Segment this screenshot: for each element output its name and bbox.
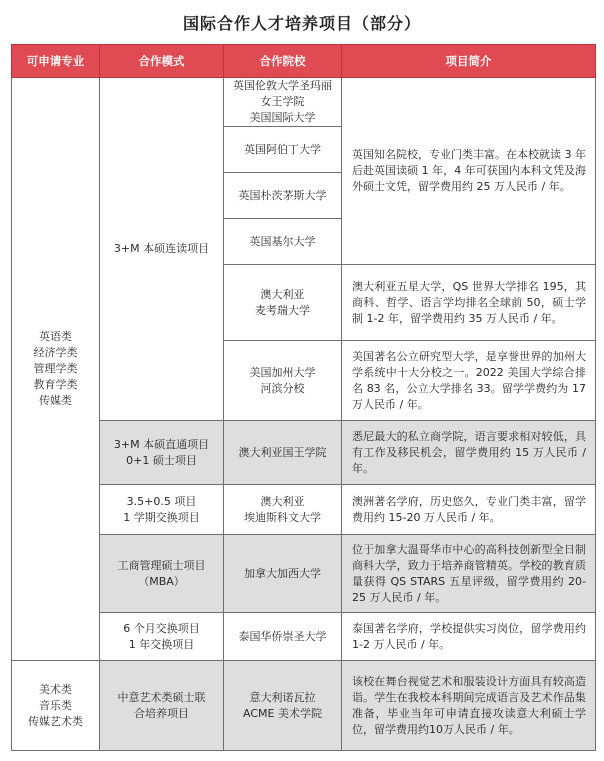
major-group-1: 英语类 经济学类 管理学类 教育学类 传媒类 — [12, 78, 100, 661]
school-cell: 澳大利亚国王学院 — [224, 421, 342, 485]
mode-cell: 工商管理硕士项目 （MBA） — [100, 535, 224, 613]
header-mode: 合作模式 — [100, 45, 224, 78]
table-row — [12, 661, 596, 751]
school-cell: 英国基尔大学 — [224, 219, 342, 265]
mode-cell: 3+M 本硕连读项目 — [100, 78, 224, 421]
table-row — [12, 485, 596, 535]
school-cell: 澳大利亚 麦考瑞大学 — [224, 265, 342, 341]
school-cell: 美国加州大学 河滨分校 — [224, 341, 342, 421]
desc-cell: 该校在舞台视觉艺术和服装设计方面具有较高造诣。学生在我校本科期间完成语言及艺术作品集准备，毕业当年可申请直接攻读意大利硕士学位，留学费用约10万人民币 / 年。 — [342, 661, 596, 751]
desc-cell: 泰国著名学府，学校提供实习岗位，留学费用约 1-2 万人民币 / 年。 — [342, 613, 596, 661]
school-cell: 加拿大加西大学 — [224, 535, 342, 613]
table-row — [12, 535, 596, 613]
header-major: 可申请专业 — [12, 45, 100, 78]
desc-cell: 澳大利亚五星大学，QS 世界大学排名 195，其商科、哲学、语言学均排名全球前 50，硕士学制 1-2 年，留学费用约 35 万人民币 / 年。 — [342, 265, 596, 341]
table-row — [12, 421, 596, 485]
header-school: 合作院校 — [224, 45, 342, 78]
table-row — [12, 613, 596, 661]
school-cell: 意大利诺瓦拉 ACME 美术学院 — [224, 661, 342, 751]
desc-cell: 位于加拿大温哥华市中心的高科技创新型全日制商科大学，致力于培养商管精英。学校的教育质量获得 QS STARS 五星评级，留学费用约 20-25 万人民币 / 年。 — [342, 535, 596, 613]
school-cell: 泰国华侨崇圣大学 — [224, 613, 342, 661]
desc-cell: 悉尼最大的私立商学院，语言要求相对较低，具有工作及移民机会，留学费用约 15 万人民币 / 年。 — [342, 421, 596, 485]
major-group-2: 美术类 音乐类 传媒艺术类 — [12, 661, 100, 751]
program-table — [11, 44, 596, 751]
school-cell: 英国朴茨茅斯大学 — [224, 173, 342, 219]
desc-cell: 英国知名院校，专业门类丰富。在本校就读 3 年后赴英国读硕 1 年，4 年可获国内本科文凭及海外硕士文凭，留学费用约 25 万人民币 / 年。 — [342, 78, 596, 265]
page-title: 国际合作人才培养项目（部分） — [182, 13, 421, 33]
table-row — [12, 78, 596, 127]
school-cell: 澳大利亚 埃迪斯科文大学 — [224, 485, 342, 535]
school-cell: 英国阿伯丁大学 — [224, 127, 342, 173]
mode-cell: 6 个月交换项目 1 年交换项目 — [100, 613, 224, 661]
table-header-row — [12, 45, 596, 78]
header-desc: 项目简介 — [342, 45, 596, 78]
desc-cell: 美国著名公立研究型大学，是享誉世界的加州大学系统中十大分校之一。2022 美国大学综合排名 83 名，公立大学排名 33。留学学费约为 17 万人民币 / 年。 — [342, 341, 596, 421]
mode-cell: 3+M 本硕直通项目 0+1 硕士项目 — [100, 421, 224, 485]
school-cell: 英国伦敦大学圣玛丽女王学院 美国国际大学 — [224, 78, 342, 127]
desc-cell: 澳洲著名学府，历史悠久，专业门类丰富，留学费用约 15-20 万人民币 / 年。 — [342, 485, 596, 535]
mode-cell: 中意艺术类硕士联 合培养项目 — [100, 661, 224, 751]
mode-cell: 3.5+0.5 项目 1 学期交换项目 — [100, 485, 224, 535]
